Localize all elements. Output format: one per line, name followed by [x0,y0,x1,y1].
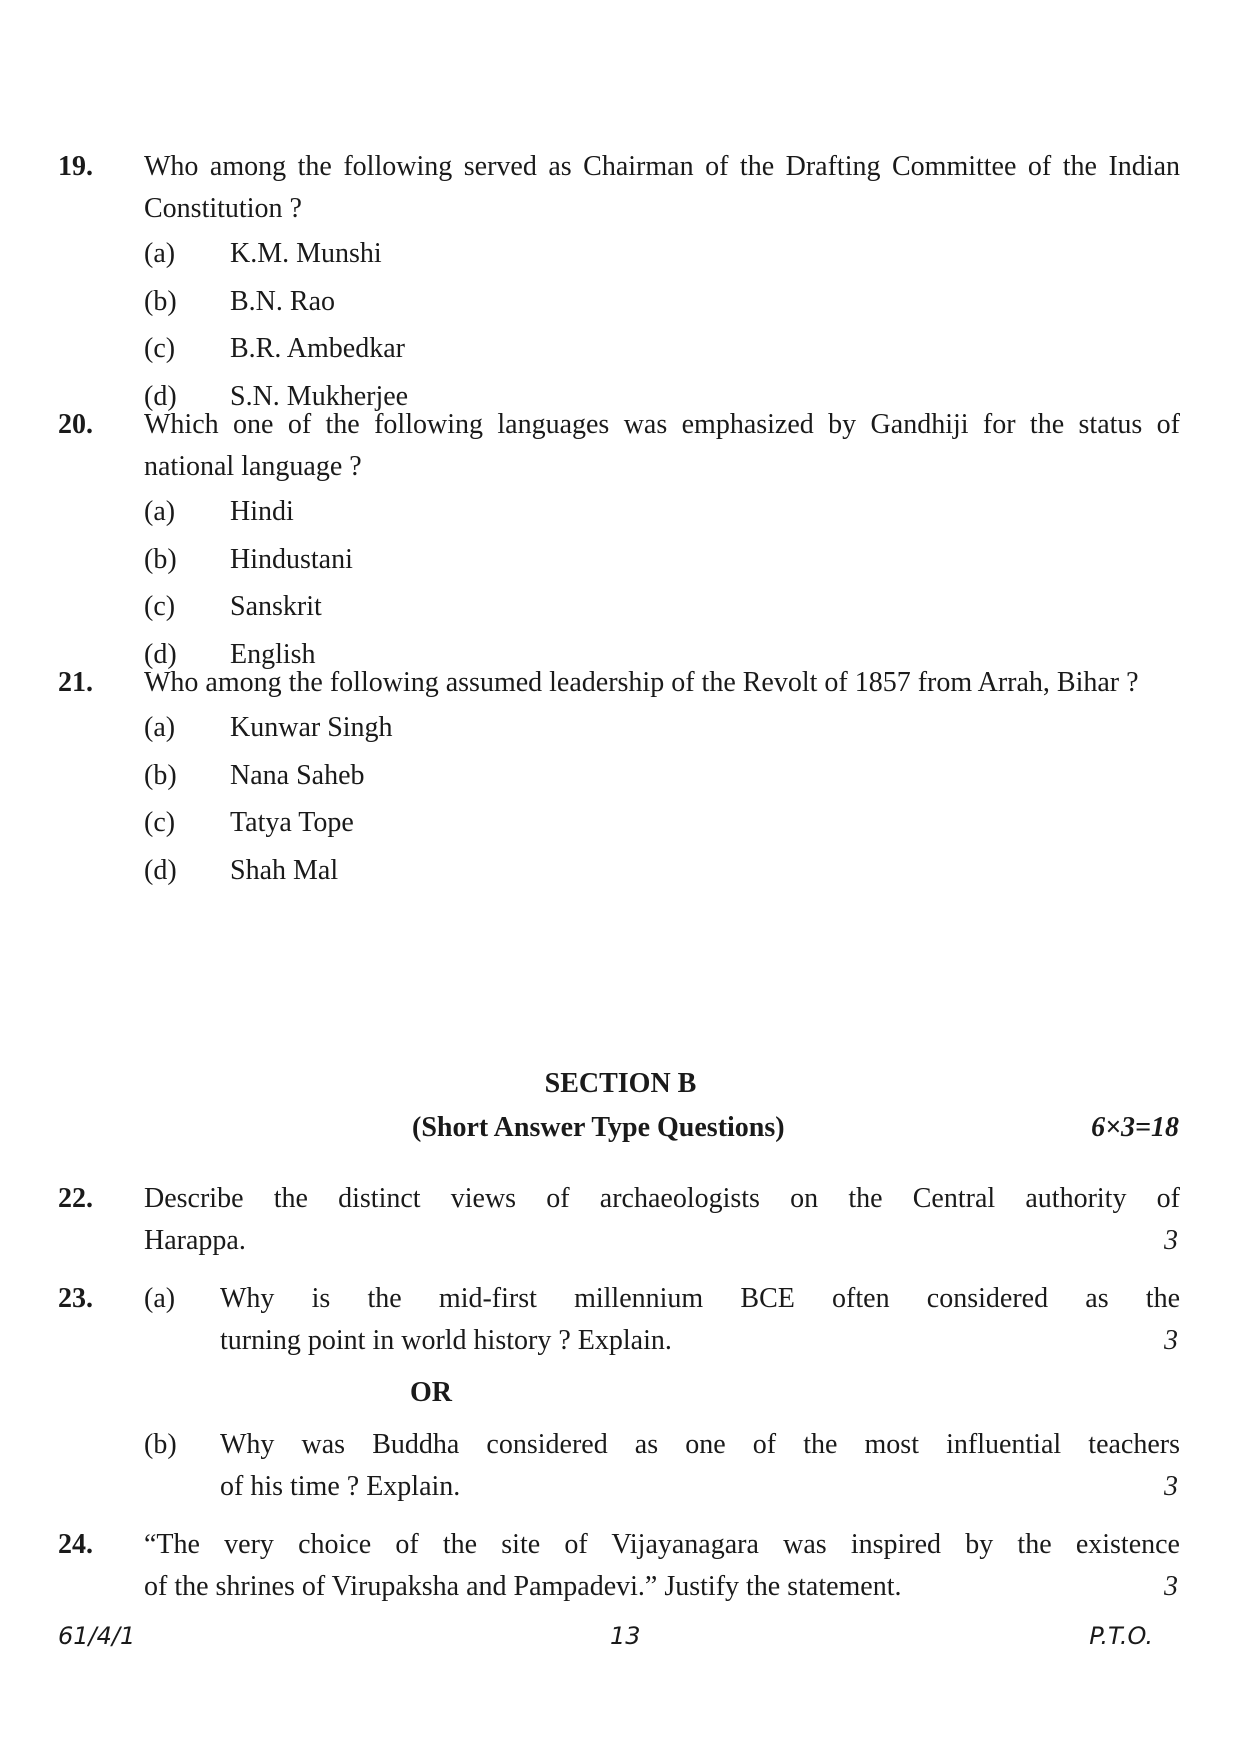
question-number: 24. [58,1529,93,1560]
please-turn-over: P.T.O. [1089,1622,1153,1650]
option-a [144,704,1178,752]
option-label: (a) [144,712,176,743]
section-marks-total: 6×3=18 [1091,1112,1179,1143]
option-a [144,230,1178,278]
question-marks: 3 [1164,1225,1178,1256]
option-c [144,325,1178,373]
question-text-line-1: “The very choice of the site of Vijayanagara was inspired by the existence [144,1529,1180,1560]
option-text: Sanskrit [230,591,322,622]
option-label: (c) [144,591,176,622]
question-20 [58,404,1178,678]
question-24 [58,1524,1178,1608]
subquestion-b-marks: 3 [1164,1471,1178,1502]
option-label: (c) [144,333,176,364]
question-text: Who among the following served as Chairman of the Drafting Committee of the Indian Constitution ? [144,151,1180,224]
section-subtitle: (Short Answer Type Questions) [412,1112,785,1143]
option-b [144,536,1178,584]
option-b [144,278,1178,326]
option-text: B.R. Ambedkar [230,333,405,364]
option-text: S.N. Mukherjee [230,380,409,412]
option-label: (d) [144,380,177,412]
section-title: SECTION B [544,1068,697,1099]
question-21 [58,662,1178,894]
question-22 [58,1178,1178,1262]
option-label: (d) [144,638,177,670]
option-text: Hindi [230,496,294,527]
page-number: 13 [610,1622,641,1650]
question-text: Who among the following assumed leadership of the Revolt of 1857 from Arrah, Bihar ? [144,667,1139,698]
option-a [144,488,1178,536]
question-23-b [58,1424,1178,1508]
options-list [144,704,1178,894]
option-d [144,847,1178,895]
option-label: (c) [144,807,176,838]
option-text: K.M. Munshi [230,238,382,269]
question-marks: 3 [1164,1571,1178,1602]
options-list [144,230,1178,420]
subquestion-a-marks: 3 [1164,1325,1178,1356]
option-label: (b) [144,759,177,791]
subquestion-a-line-2: turning point in world history ? Explain. [220,1325,672,1356]
question-23 [58,1278,1178,1362]
question-number: 23. [58,1283,93,1314]
option-text: B.N. Rao [230,285,335,317]
or-divider: OR [410,1377,452,1408]
subquestion-b-line-2: of his time ? Explain. [220,1471,461,1502]
question-number: 21. [58,667,93,698]
option-b [144,752,1178,800]
option-label: (b) [144,543,177,575]
question-number: 19. [58,151,93,182]
option-text: English [230,638,316,670]
question-text-line-2: of the shrines of Virupaksha and Pampadevi.” Justify the statement. [144,1571,902,1602]
option-label: (d) [144,854,177,886]
option-label: (a) [144,496,176,527]
subquestion-b-line-1: Why was Buddha considered as one of the most influential teachers [220,1429,1180,1460]
paper-code: 61/4/1 [58,1622,136,1650]
option-text: Nana Saheb [230,759,365,791]
option-text: Kunwar Singh [230,712,393,743]
question-text-line-1: Describe the distinct views of archaeologists on the Central authority of [144,1183,1180,1214]
option-label: (a) [144,238,176,269]
question-text: Which one of the following languages was emphasized by Gandhiji for the status of national language ? [144,409,1180,482]
question-number: 22. [58,1183,93,1214]
question-19 [58,146,1178,420]
option-text: Shah Mal [230,854,339,886]
option-text: Hindustani [230,543,353,575]
option-text: Tatya Tope [230,807,354,838]
option-label: (b) [144,285,177,317]
options-list [144,488,1178,678]
option-c [144,583,1178,631]
question-text-line-2: Harappa. [144,1225,246,1256]
subquestion-a-line-1: Why is the mid-first millennium BCE often considered as the [220,1283,1180,1314]
subquestion-label-a: (a) [144,1283,176,1314]
option-c [144,799,1178,847]
subquestion-label-b: (b) [144,1429,177,1460]
question-number: 20. [58,409,93,440]
